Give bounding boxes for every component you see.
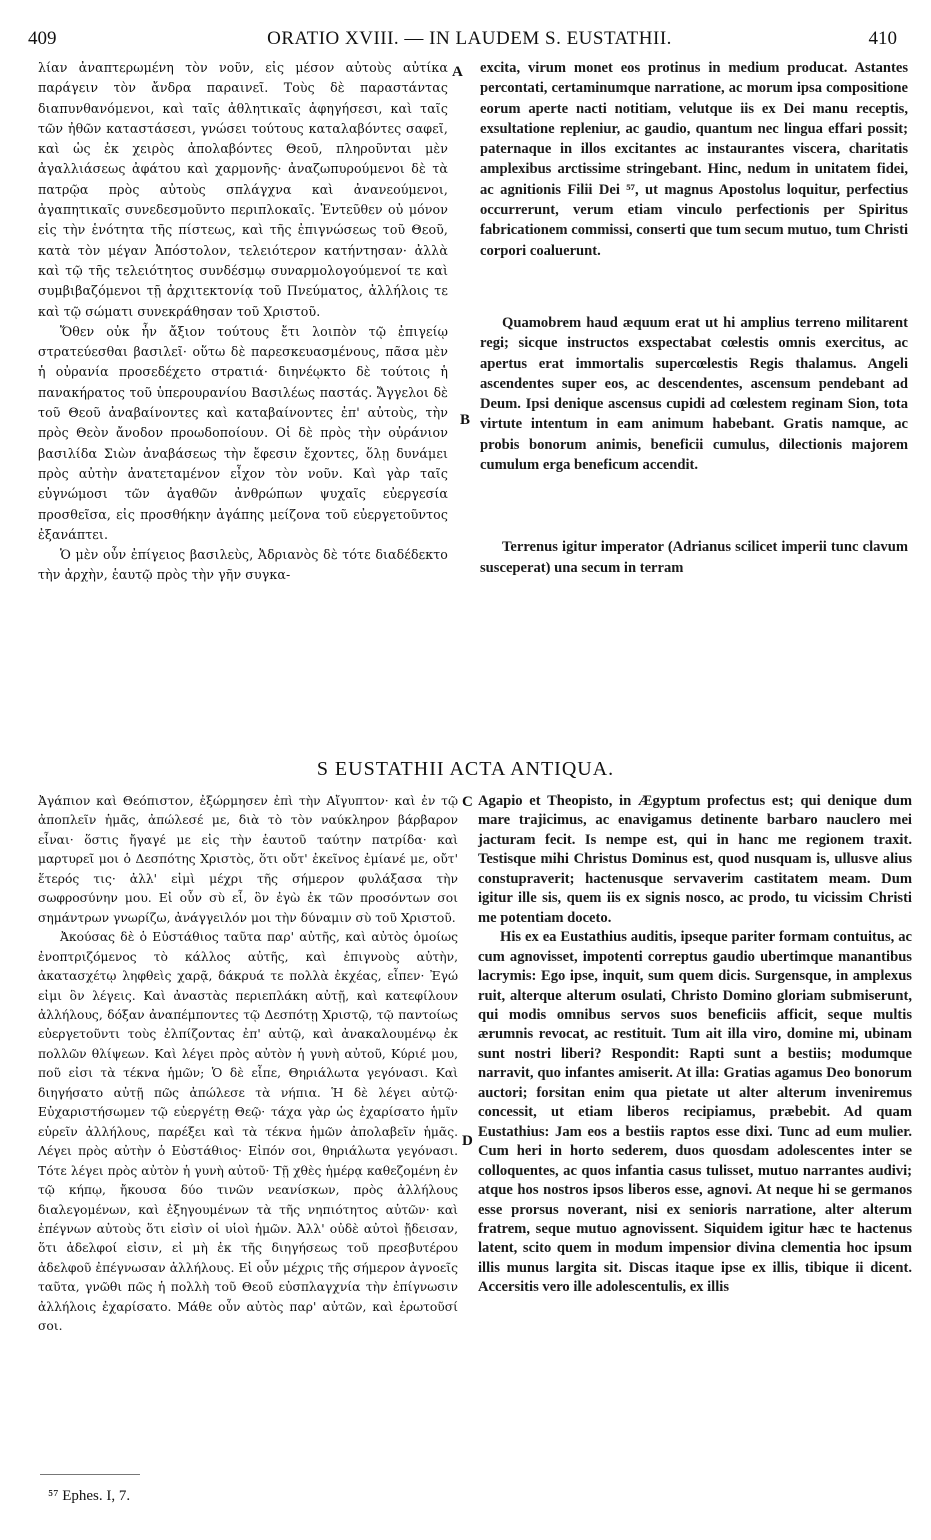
margin-marker-b: B (460, 412, 471, 428)
footnote-rule (40, 1474, 140, 1475)
margin-marker-a: A (452, 64, 463, 80)
latin-paragraph: Quamobrem haud æquum erat ut hi amplius terreno militarent regi; sicque instructos exspectabat cœlestis omnis exercitus, ac apertus erat immortalis supercœlestis Regis thalamus. Angeli ascendentes super eos, ac descendentes, ascensum pendebant ad Deum. Ipsi denique ascensus cupidi ad cœlestem reginam Sion, tota virtute intentum in eam animum habebant. Gratis namque, ac probis bonorum animis, beneficii cumulus, dilectionis majorem cumulum erga beneficum accendit. (480, 314, 908, 474)
greek-paragraph: Ὁ μὲν οὖν ἐπίγειος βασιλεὺς, Ἀδριανὸς δὲ τότε διαδέδεκτο τὴν ἀρχὴν, ἑαυτῷ πρὸς τὴν γῆν συγκα- (38, 547, 448, 583)
latin-paragraph: His ex ea Eustathius auditis, ipseque pariter formam contuitus, ac cum agnovisset, impotenti correptus gaudio ubertimque manantibus lacrymis: Ego ipse, inquit, sum quem dicis. Surgensque, in amplexus ruit, alterque alterum osulati, Christo Domino gloriam submiserunt, qui modis omnibus servos suos beneficiis afficit, seque multis ærumnis revocat, ac restituit. Tum ait illa viro, domine mi, ubinam sunt nostri liberi? Respondit: Rapti sunt a bestiis; modumque narravit, quo infantes amiserit. At illa: Gratias agamus Deo bonorum auctori; forsitan enim qua pietate ut alter alterum inveniremus concessit, ut etiam liberos recipiamus, præbebit. Ad quam Eustathius: Jam eos a bestiis raptos esse dixi. Tunc ad eum mulier. Cum heri in horto sederem, duos quosdam adolescentes inter se colloquentes, ac quos infantia casus tulisset, mutuo narrantes audivi; atque hos nostros ipsos liberos esse, agnovi. At neque hi se germanos esse prorsus noverant, nisi ex senioris narratione, alter alterum fratrem, seque mutuo agnovissent. Siquidem igitur hæc te hactenus latent, scito quem in modum impensior divina clementia hoc ipsum illis munus largita sit. Discas itaque ipse ex illis, tibique ii dicent. Accersitis vero ille adolescentulis, ex illis (478, 929, 912, 1296)
greek-paragraph: Ὅθεν οὐκ ἦν ἄξιον τούτους ἔτι λοιπὸν τῷ ἐπιγείῳ στρατεύεσθαι βασιλεῖ· οὕτω δὲ παρεσκευασμένους, πᾶσα μὲν ἡ οὐρανία προσεδέχετο στρατιά· διηνέῳκτο δὲ τούτοις ἡ πανακήρατος τοῦ ὑπερουρανίου Βασιλέως παστάς. Ἄγγελοι δὲ τοῦ Θεοῦ ἀναβαίνοντες καὶ καταβαίνοντες ἐπ' αὐτοὺς, τὴν πρὸς Θεὸν ἄνοδον προωδοποίουν. Οἱ δὲ πρὸς τὴν οὐράνιον βασιλίδα Σιὼν ἀναβάσεως τὴν ἔφεσιν ἔχοντες, ὅλῃ δυνάμει πρὸς αὐτὴν ἀνατεταμένον εἶχον τὸν νοῦν. Καὶ γὰρ ταῖς εὐγνώμοσι τῶν ἀγαθῶν ἀνθρώπων ψυχαῖς εὐεργεσία προσθεῖσα, εἰς προσθήκην ἀγάπης μείζονα τοῦ εὐεργετοῦντος ἐξανάπτει. (38, 323, 448, 542)
margin-marker-d: D (462, 1133, 473, 1149)
latin-paragraph: Terrenus igitur imperator (Adrianus scilicet imperii tunc clavum susceperat) una secum in terram (480, 539, 908, 576)
page-number-left: 409 (28, 28, 57, 49)
page-number-right: 410 (868, 28, 897, 49)
greek-paragraph: λίαν ἀναπτερωμένη τὸν νοῦν, εἰς μέσον αὐτοὺς αὐτίκα παράγειν τὸν ἄνδρα παραινεῖ. Τοὺς δὲ παραστάντας διαπυνθανόμενοι, καὶ ταῖς ἀθλητικαῖς ἀφηγήσεσι, καὶ ταῖς τῶν ἠθῶν καταστάσεσι, γνώσει τούτους καταλαβόντες σαφεῖ, καὶ ὡς ἐκ χειρὸς ἀπολαβόντες Θεοῦ, πληροῦνται μὲν ἀγαλλιάσεως ἀφάτου καὶ χαρμονῆς· ἀναζωπυρούμενοι δὲ τὰ πατρῷα πρὸς αὐτοὺς σπλάγχνα καὶ ἀνανεούμενοι, ἀγαπητικαῖς συνεδεσμοῦντο περιπλοκαῖς. Ἐντεῦθεν οὐ μόνον εἰς τὴν ἑνότητα τῆς πίστεως, καὶ τῆς ἐπιγνώσεως τοῦ Θεοῦ, κατὰ τὸν μέγαν Ἀπόστολον, τελειότερον κατήντησαν· ἀλλὰ καὶ τῷ τῆς τελειότητος συνδέσμῳ συναρμολογούμενοί τε καὶ συμβιβαζόμενοι τῇ ἀρχιτεκτονίᾳ τοῦ Πνεύματος, ἀλλήλοις τε καὶ τῷ σώματι συνεκράθησαν τοῦ Χριστοῦ. (38, 60, 448, 319)
latin-column-bottom (478, 792, 912, 1298)
margin-marker-c: C (462, 794, 473, 810)
latin-paragraph: Agapio et Theopisto, in Ægyptum profectus est; qui denique dum mare trajicimus, ac enavigamus detinente barbaro nauclero mei jacturam fecit. Is nempe est, qui in hanc me regionem traxit. Testisque mihi Christus Dominus est, quod nusquam is, ullusve alius constupraverit; hactenusque servaverim castitatem meam. Dum igitur ille sis, quem iis ex signis nosco, ac prodo, tu vicissim Christi me potentiam doceto. (478, 793, 912, 926)
latin-paragraph: excita, virum monet eos protinus in medium producat. Astantes percontati, certaminumque narratione, ac morum ipsa compositione eorum aperte nacti notitiam, velutque iis ex Dei manu receptis, exsultatione repleniur, ac gaudio, quantum nec lingua effari possit; paternaque in illos excitantes ac instaurantes viscera, charitatis amplexibus arctissime stringebant. Hinc, nedum in unitatem fidei, ac agnitionis Filii Dei ⁵⁷, ut magnus Apostolus loquitur, perfectius occurrerunt, verum etiam vinculo perfectionis per Spiritus fabricationem commissi, conserti que tum secum mutuo, tum Christi corpori coaluerunt. (480, 60, 908, 259)
footnote: ⁵⁷ Ephes. I, 7. (48, 1488, 131, 1504)
greek-paragraph: Ἀγάπιον καὶ Θεόπιστον, ἐξώρμησεν ἐπὶ τὴν Αἴγυπτον· καὶ ἐν τῷ ἀποπλεῖν ἡμᾶς, ἀπώλεσέ με, διὰ τὸ τὸν ναύκληρον βάρβαρον εἶναι· ὅστις ἤγαγέ με εἰς τὴν ἑαυτοῦ ταύτην πατρίδα· καὶ μαρτυρεῖ μοι ὁ Δεσπότης Χριστὸς, ὅτι οὔτ' ἐκεῖνος ἐμίανέ με, οὔτ' ἕτερός τις· ἀλλ' εἰμὶ μέχρι τῆς σήμερον φυλάξασα τὴν σωφροσύνην μου. Εἰ οὖν σὺ εἶ, ὃν ἐγὼ ἐκ τῶν προσόντων σοι σημάντρων γνωρίζω, ἀνάγγειλόν μοι τὴν δύναμιν σὺ τοῦ Χριστοῦ. (38, 794, 458, 925)
section-title: S EUSTATHII ACTA ANTIQUA. (316, 758, 615, 780)
latin-column-top (480, 58, 908, 578)
greek-column-top (38, 58, 448, 586)
greek-column-bottom (38, 792, 458, 1337)
running-title: ORATIO XVIII. — IN LAUDEM S. EUSTATHII. (267, 28, 672, 49)
page-header (28, 20, 911, 54)
greek-paragraph: Ἀκούσας δὲ ὁ Εὐστάθιος ταῦτα παρ' αὐτῆς, καὶ αὐτὸς ὁμοίως ἐνοπτριζόμενος τὸ κάλλος αὐτῆς, καὶ ἐπιγνοὺς αὐτὴν, ἀκατασχέτῳ ληφθεὶς χαρᾷ, δάκρυά τε πολλὰ ἐκχέας, εἶπεν· Ἐγώ εἰμι ὃν λέγεις. Καὶ ἀναστὰς περιεπλάκη αὐτῇ, καὶ κατεφίλουν ἀλλήλους, δόξαν ἀναπέμποντες τῷ Δεσπότῃ Χριστῷ, τῷ παντοίως εὐεργετοῦντι τοὺς ἐλπίζοντας ἐπ' αὐτῷ, καὶ ἀνακαλουμένῳ ἐκ πολλῶν θλίψεων. Καὶ λέγει πρὸς αὐτὸν ἡ γυνὴ αὐτοῦ, Κύριέ μου, ποῦ εἰσι τὰ τέκνα ἡμῶν; Ὁ δὲ εἶπε, Θηριάλωτα γεγόνασι. Καὶ διηγήσατο αὐτῇ πῶς ἀπώλεσε τὰ νήπια. Ἡ δὲ λέγει αὐτῷ· Εὐχαριστήσωμεν τῷ εὐεργέτῃ Θεῷ· τάχα γὰρ ὡς ἐχαρίσατο ἡμῖν εὑρεῖν ἀλλήλους, παρέξει καὶ τὰ τέκνα ἡμῶν ἀπολαβεῖν ἡμᾶς. Λέγει πρὸς αὐτὴν ὁ Εὐστάθιος· Εἰπόν σοι, θηριάλωτα γεγόνασι. Τότε λέγει πρὸς αὐτὸν ἡ γυνὴ αὐτοῦ· Τῇ χθὲς ἡμέρᾳ καθεζομένη ἐν τῷ κήπῳ, ἤκουσα δύο τινῶν νεανίσκων, πρὸς ἀλλήλους διαλεγομένων, καὶ ἐξηγουμένων τὰ τῆς νηπιότητος αὐτῶν· καὶ ἐπέγνων αὐτοὺς ὅτι εἰσὶν οἱ υἱοὶ ἡμῶν. Ἀλλ' οὐδὲ αὐτοὶ ᾔδεισαν, ὅτι ἀδελφοί εἰσιν, εἰ μὴ ἐκ τῆς διηγήσεως τοῦ πρεσβυτέρου ἀδελφοῦ ἐπέγνωσαν ἀλλήλους. Εἰ οὖν μέχρις τῆς σήμερον ἀγνοεῖς ταῦτα, γνῶθι πῶς ἡ πολλὴ τοῦ Θεοῦ εὐσπλαγχνία τὴν ἐπίγνωσιν ἀλλήλοις ἐχαρίσατο. Μάθε οὖν αὐτὸς παρ' αὐτῶν, καὶ ἐρωτοῦσί σοι. (38, 930, 458, 1334)
